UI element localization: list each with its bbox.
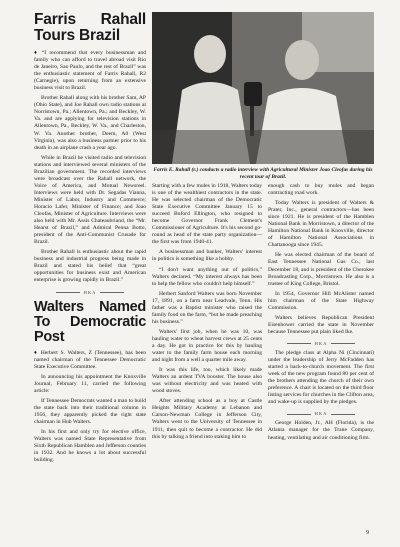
article-paragraph: enough cash to buy mules and began contracting road work. (268, 183, 374, 197)
article-headline-walters: Walters Named To Democratic Post (34, 298, 146, 345)
article-paragraph: A businessman and banker, Walters' interest in politics is something like a hobby. (152, 249, 262, 263)
article-paragraph: “I don't want anything out of politics,” Walters declared. “My interest always has been to help the fellow who couldn't help himself.” (152, 266, 262, 287)
article-paragraph: ♦ “I recommend that every businessman and family who can afford to travel abroad visit Rio de Janeiro, Sao Paulo, and the rest of Brazil” was the enthusiastic statement of Farris Rahall, R2 (Carnegie), upon returning from an extensive business visit to Brazil. (34, 50, 146, 92)
middle-column (152, 183, 262, 444)
article-paragraph: Walters believes Republican President Eisenhower carried the state in November because Tennessee put plain liked Ike. (268, 314, 374, 335)
section-separator: HKA (268, 340, 374, 347)
article-paragraph: Starting with a few mules in 1918, Walters today is one of the wealthiest contractors in the state. He was selected chairman of the Democratic State Executive Committee January 15 to succeed Buford Ellington, who resigned to become Governor Frank Clement's Commissioner of Agriculture. It's his second go-round as head of the state party organization—the first was from 1940-41. (152, 183, 262, 246)
photo-illustration (152, 12, 374, 164)
article-paragraph: In his first and only try for elective office, Walters was named State Representative from Sixth Republican Hamblen and Jefferson counties in 1932. And he knows a lot about successful building. (34, 429, 146, 464)
article-headline-rahall: Farris Rahall Tours Brazil (34, 11, 146, 44)
interview-photo (152, 12, 374, 164)
article-paragraph: After attending school as a boy at Castle Heights Military Academy at Lebanon and Carson-Newman College in Jefferson City, Walters went to the University of Tennessee in 1911, then quit to become a contractor. He did this by talking a friend into staking him to (152, 398, 262, 440)
article-paragraph: It was this life, too, which likely made Walters an ardent TVA booster. The house also was without electricity and was heated with wood stoves. (152, 367, 262, 395)
article-paragraph: He was elected chairman of the board of East Tennessee National Gas Co., last December 18, and is president of the Cherokee Broadcasting Corp., Morristown. He also is a trustee of King College, Bristol. (268, 252, 374, 287)
article-paragraph: Brother Rahall along with his brother Sam, AP (Ohio State), and Joe Rahall own radio stations at Norristown, Pa.; Allentown, Pa.; and Beckley, W. Va. and are applying for television stations in Allentown, Pa., Beckley, W. Va., and Charleston, W. Va. Another brother, Deem, A0 (West Virginia), was also a business partner prior to his death in an airplane crash a year ago. (34, 95, 146, 151)
article-paragraph: If Tennessee Democrats wanted a man to build the state back into their traditional column in 1956, they apparently picked the right state chairman in Hub Walters. (34, 397, 146, 425)
article-paragraph: George Holden, Jr., AH (Florida), is the Atlanta manager for the Trane Company, heating, ventilating and air conditioning firm. (268, 420, 374, 441)
article-paragraph: Today Walters is president of Walters & Prater, Inc., general contractors—has been since 1921. He is president of the Hamblen National Bank in Morristown, a director of the Hamilton National Bank in Knoxville, director of Hamilton National Associations in Chattanooga since 1945. (268, 200, 374, 249)
right-column (268, 183, 374, 445)
article-paragraph: Brother Rahall is enthusiastic about the rapid business and industrial progress being made in Brazil and stated his belief that “great opportunities for business exist and American enterprise is growing rapidly in Brazil.” (34, 249, 146, 284)
article-paragraph: ♦ Herbert S. Walters, Z (Tennessee), has been named chairman of the Tennessee Democratic State Executive Committee. (34, 349, 146, 370)
article-paragraph: In 1954, Governor Hill McAlister named him chairman of the State Highway Commission. (268, 290, 374, 311)
article-paragraph: Herbert Sanford Walters was born November 17, 1891, on a farm near Leadvale, Tenn. His father was a Baptist minister who raised the family food on the farm, “but he made preaching his business.” (152, 290, 262, 325)
page-number: 9 (366, 530, 369, 536)
article-paragraph: While in Brazil he visited radio and television stations and interviewed several ministers of the Brazilian government. The recorded interviews were broadcast over the Rahall network, the Voice of America, and Mutual Newsreel. Interviews were held with Dr. Segadas Vianna, Minister of Labor, Industry and Commerce; Horacio Lafer, Minister of Finance; and Joao Cleofas, Minister of Agriculture. Interviews were also held with Mr. Assis Chateaubriand, the “Mr. Hearst of Brazil,” and Admiral Penna Botto, president of the Anti-Communist Crusade for Brazil. (34, 154, 146, 246)
section-separator: HKA (268, 410, 374, 417)
article-paragraph: In announcing his appointment the Knoxville Journal, February 11, carried the following article: (34, 373, 146, 394)
left-column (34, 12, 146, 467)
section-separator: HKA (34, 289, 146, 296)
article-paragraph: The pledge class at Alpha Ni (Cincinnati) under the leadership of Jerry McFadden has started a back-to-church movement. The first week of the new program found 80 per cent of the brothers attending the church of their own preference. A chart is located on the third floor listing services for churches in the Clifton area, and wake-up is supplied by the pledges. (268, 349, 374, 406)
photo-caption: Farris E. Rahall (r.) conducts a radio interview with Agricultural Minister Joao Cleofas during his recent tour of Brazil. (153, 167, 373, 180)
article-paragraph: Walters' first job, when he was 10, was hauling water to wheat harvest crews at 25 cents a day. He got in practice for this by hauling water to the family farm house each morning and night from a well a quarter mile away. (152, 328, 262, 364)
